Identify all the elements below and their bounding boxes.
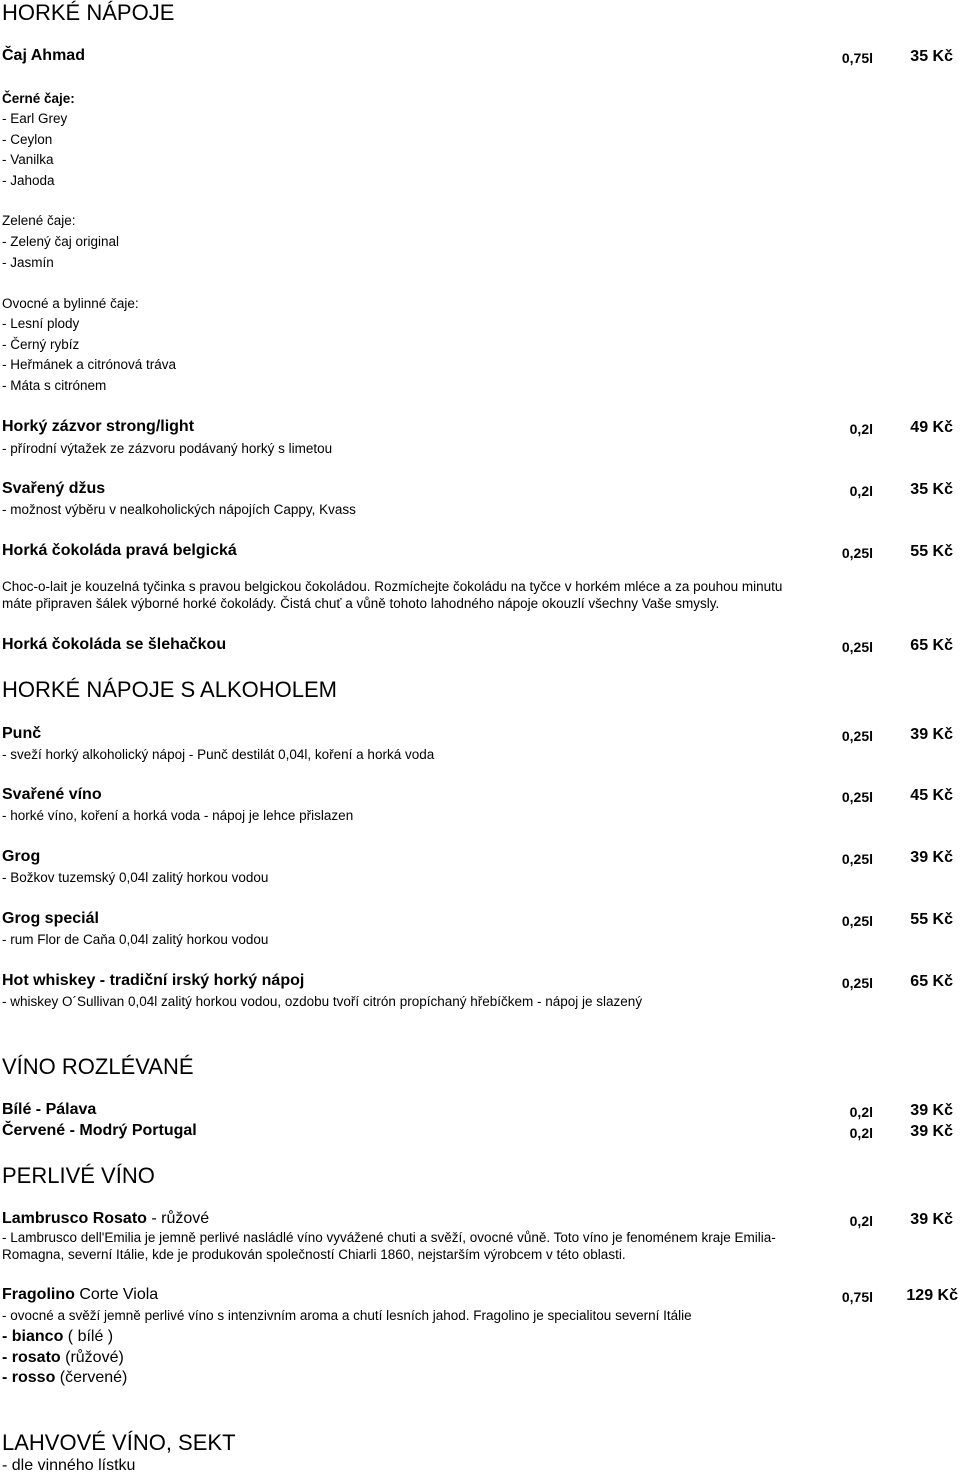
item-volume-grog-special: 0,25l	[841, 913, 873, 929]
item-name-grog-special: Grog speciál	[2, 910, 99, 927]
tea-item: - Jahoda	[2, 173, 55, 188]
item-name-ginger: Horký zázvor strong/light	[2, 418, 195, 435]
item-volume-chocolate-cream: 0,25l	[841, 639, 873, 655]
item-name-lambrusco-rest: - růžové	[146, 1210, 210, 1227]
item-price-chocolate: 55 Kč	[910, 543, 953, 560]
item-desc-chocolate: Choc-o-lait je kouzelná tyčinka s pravou belgickou čokoládou. Rozmíchejte čokoládu na tyčce v horkém mléce a za pouhou minutu máte připraven šálek výborné horké čokolády. Čistá chuť a vůně tohoto lahodného nápoje okouzlí všechny Vaše smysly.	[2, 579, 783, 611]
item-desc-punc: - sveží horký alkoholický nápoj - Punč destilát 0,04l, koření a horká voda	[2, 747, 435, 762]
tea-item: - Earl Grey	[2, 111, 68, 126]
item-name-lambrusco-main: Lambrusco Rosato	[2, 1210, 147, 1227]
item-name-hot-whiskey: Hot whiskey - tradiční irský horký nápoj	[2, 972, 305, 989]
tea-group-label-black: Černé čaje:	[2, 91, 75, 106]
item-volume-hot-whiskey: 0,25l	[841, 975, 873, 991]
section-heading-sparkling-wine: PERLIVÉ VÍNO	[2, 1163, 155, 1188]
section-heading-draft-wine: VÍNO ROZLÉVANÉ	[2, 1054, 194, 1079]
item-desc-grog-special: - rum Flor de Caňa 0,04l zalitý horkou vodou	[2, 932, 269, 947]
item-volume-ginger: 0,2l	[849, 421, 873, 437]
item-desc-lambrusco: - Lambrusco dell'Emilia je jemně perlivé nasládlé víno vyvážené chuti a svěží, ovocné vůně. Toto víno je fenoménem kraje Emilia-Romagna, severní Itálie, kde je produkován společností Chiarli 1860, nejstarším výrobcem v této oblasti.	[2, 1230, 776, 1262]
variant-name: - rosso	[2, 1369, 56, 1386]
item-price-caj-ahmad: 35 Kč	[910, 48, 953, 65]
item-name-chocolate-cream: Horká čokoláda se šlehačkou	[2, 636, 227, 653]
section-heading-hot-drinks: HORKÉ NÁPOJE	[2, 0, 175, 25]
item-price-lambrusco: 39 Kč	[910, 1211, 953, 1228]
item-desc-svarene-vino: - horké víno, koření a horká voda - nápoj je lehce přislazen	[2, 808, 354, 823]
item-name-fragolino-rest: Corte Viola	[74, 1286, 159, 1303]
variant-color: ( bílé )	[63, 1328, 114, 1345]
item-name-lambrusco	[2, 1211, 209, 1227]
item-price-grog: 39 Kč	[910, 849, 953, 866]
item-price-chocolate-cream: 65 Kč	[910, 637, 953, 654]
item-name-juice: Svařený džus	[2, 480, 106, 497]
tea-item: - Vanilka	[2, 152, 54, 167]
item-name-fragolino	[2, 1287, 158, 1303]
variant-name: - rosato	[2, 1349, 61, 1366]
item-desc-ginger: - přírodní výtažek ze zázvoru podávaný horký s limetou	[2, 441, 333, 456]
tea-item: - Lesní plody	[2, 316, 80, 331]
item-name-caj-ahmad: Čaj Ahmad	[2, 47, 85, 64]
item-price-white-wine: 39 Kč	[910, 1102, 953, 1119]
item-volume-fragolino: 0,75l	[841, 1289, 873, 1305]
item-volume-red-wine: 0,2l	[849, 1125, 873, 1141]
tea-group-label-fruit: Ovocné a bylinné čaje:	[2, 296, 139, 311]
item-name-punc: Punč	[2, 725, 42, 742]
item-price-juice: 35 Kč	[910, 481, 953, 498]
item-name-red-wine: Červené - Modrý Portugal	[2, 1122, 197, 1139]
item-price-red-wine: 39 Kč	[910, 1123, 953, 1140]
section-heading-alcohol-drinks: HORKÉ NÁPOJE S ALKOHOLEM	[2, 677, 337, 702]
tea-item: - Černý rybíz	[2, 337, 80, 352]
item-name-chocolate: Horká čokoláda pravá belgická	[2, 542, 237, 559]
tea-item: - Ceylon	[2, 132, 53, 147]
item-volume-lambrusco: 0,2l	[849, 1213, 873, 1229]
tea-item: - Jasmín	[2, 255, 54, 270]
tea-group-label-green: Zelené čaje:	[2, 213, 76, 228]
item-name-svarene-vino: Svařené víno	[2, 786, 102, 803]
item-desc-hot-whiskey: - whiskey O´Sullivan 0,04l zalitý horkou vodou, ozdobu tvoří citrón propíchaný hřebíčkem - nápoj je slazený	[2, 994, 643, 1009]
variant-color: (červené)	[55, 1369, 128, 1386]
item-desc-juice: - možnost výběru v nealkoholických nápojích Cappy, Kvass	[2, 502, 356, 517]
item-volume-grog: 0,25l	[841, 851, 873, 867]
item-price-grog-special: 55 Kč	[910, 911, 953, 928]
item-desc-grog: - Božkov tuzemský 0,04l zalitý horkou vodou	[2, 870, 269, 885]
tea-item: - Heřmánek a citrónová tráva	[2, 357, 177, 372]
bottle-wine-note: - dle vinného lístku	[2, 1457, 136, 1474]
item-price-fragolino: 129 Kč	[906, 1287, 958, 1304]
item-price-svarene-vino: 45 Kč	[910, 787, 953, 804]
item-name-grog: Grog	[2, 848, 41, 865]
tea-item: - Zelený čaj original	[2, 234, 120, 249]
item-volume-chocolate: 0,25l	[841, 545, 873, 561]
tea-item: - Máta s citrónem	[2, 378, 107, 393]
variant-rosato	[2, 1350, 124, 1366]
variant-rosso	[2, 1370, 127, 1386]
section-heading-bottle-wine: LAHVOVÉ VÍNO, SEKT	[2, 1430, 236, 1455]
item-volume-caj-ahmad: 0,75l	[841, 50, 873, 66]
variant-bianco	[2, 1329, 113, 1345]
variant-name: - bianco	[2, 1328, 64, 1345]
item-price-hot-whiskey: 65 Kč	[910, 973, 953, 990]
item-desc-fragolino: - ovocné a svěží jemně perlivé víno s intenzivním aroma a chutí lesních jahod. Fragolino je specialitou severní Itálie	[2, 1308, 692, 1323]
item-price-ginger: 49 Kč	[910, 419, 953, 436]
item-volume-punc: 0,25l	[841, 728, 873, 744]
item-name-fragolino-main: Fragolino	[2, 1286, 75, 1303]
item-volume-white-wine: 0,2l	[849, 1104, 873, 1120]
variant-color: (růžové)	[60, 1349, 124, 1366]
item-price-punc: 39 Kč	[910, 726, 953, 743]
item-name-white-wine: Bílé - Pálava	[2, 1101, 97, 1118]
item-volume-juice: 0,2l	[849, 483, 873, 499]
item-volume-svarene-vino: 0,25l	[841, 789, 873, 805]
